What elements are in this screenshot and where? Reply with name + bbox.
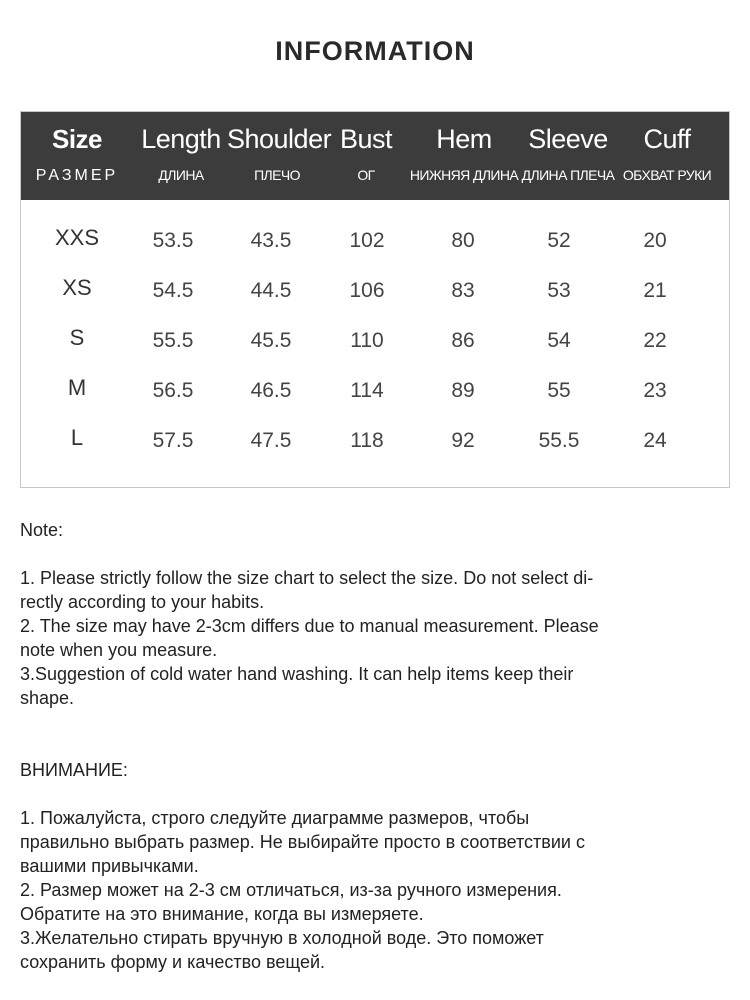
header-size-en: Size bbox=[51, 124, 103, 154]
table-row bbox=[21, 216, 729, 266]
cuff-cell: 24 bbox=[643, 429, 667, 452]
notes-section bbox=[20, 518, 725, 974]
size-cell: M bbox=[67, 375, 87, 400]
shoulder-cell: 44.5 bbox=[250, 279, 292, 302]
note-line-ru: 2. Размер может на 2-3 см отличаться, из-за ручного измерения. bbox=[20, 880, 562, 900]
length-cell: 53.5 bbox=[152, 229, 194, 252]
header-bust bbox=[323, 112, 409, 200]
size-cell: S bbox=[69, 325, 85, 350]
header-cuff-en: Cuff bbox=[643, 124, 691, 154]
shoulder-cell: 43.5 bbox=[250, 229, 292, 252]
header-bust-en: Bust bbox=[339, 124, 393, 154]
hem-cell: 89 bbox=[451, 379, 475, 402]
sleeve-cell: 55 bbox=[547, 379, 571, 402]
header-hem-en: Hem bbox=[436, 124, 492, 154]
cuff-cell: 23 bbox=[643, 379, 667, 402]
header-length-ru: ДЛИНА bbox=[158, 167, 204, 183]
size-cell: XS bbox=[62, 275, 92, 300]
sleeve-cell: 53 bbox=[547, 279, 571, 302]
shoulder-cell: 47.5 bbox=[250, 429, 292, 452]
length-cell: 56.5 bbox=[152, 379, 194, 402]
note-line-ru: сохранить форму и качество вещей. bbox=[20, 952, 326, 972]
cuff-cell: 21 bbox=[643, 279, 667, 302]
header-cuff-ru: ОБХВАТ РУКИ bbox=[622, 167, 712, 183]
sleeve-cell: 54 bbox=[547, 329, 571, 352]
bust-cell: 114 bbox=[350, 379, 384, 402]
size-cell: XXS bbox=[54, 225, 100, 250]
header-size bbox=[29, 112, 125, 200]
note-line: shape. bbox=[20, 688, 75, 708]
note-heading-en: Note: bbox=[20, 520, 64, 540]
note-line: 2. The size may have 2-3cm differs due to manual measurement. Please bbox=[20, 616, 599, 636]
shoulder-cell: 45.5 bbox=[250, 329, 292, 352]
header-shoulder-en: Shoulder bbox=[227, 124, 332, 154]
header-size-ru: РАЗМЕР bbox=[35, 167, 119, 184]
size-chart-table bbox=[20, 111, 730, 488]
header-shoulder bbox=[227, 112, 332, 200]
note-line-ru: 1. Пожалуйста, строго следуйте диаграмме размеров, чтобы bbox=[20, 808, 530, 828]
length-cell: 54.5 bbox=[152, 279, 194, 302]
note-line: note when you measure. bbox=[20, 640, 218, 660]
header-sleeve bbox=[519, 112, 617, 200]
header-cuff bbox=[619, 112, 715, 200]
hem-cell: 83 bbox=[451, 279, 475, 302]
note-line-ru: вашими привычками. bbox=[20, 856, 199, 876]
note-line-ru: Обратите на это внимание, когда вы измеряете. bbox=[20, 904, 424, 924]
sleeve-cell: 55.5 bbox=[538, 429, 580, 452]
header-sleeve-en: Sleeve bbox=[528, 124, 608, 154]
header-length-en: Length bbox=[141, 124, 221, 154]
note-line: rectly according to your habits. bbox=[20, 592, 265, 612]
note-heading-ru: ВНИМАНИЕ: bbox=[20, 760, 128, 780]
length-cell: 57.5 bbox=[152, 429, 194, 452]
hem-cell: 80 bbox=[451, 229, 475, 252]
header-bust-ru: ОГ bbox=[357, 167, 375, 183]
table-row bbox=[21, 416, 729, 466]
note-line: 1. Please strictly follow the size chart to select the size. Do not select di- bbox=[20, 568, 594, 588]
page-title: INFORMATION bbox=[275, 36, 475, 66]
hem-cell: 92 bbox=[451, 429, 475, 452]
table-row bbox=[21, 266, 729, 316]
sleeve-cell: 52 bbox=[547, 229, 571, 252]
size-cell: L bbox=[70, 425, 84, 450]
cuff-cell: 22 bbox=[643, 329, 667, 352]
header-shoulder-ru: ПЛЕЧО bbox=[254, 167, 300, 183]
table-row bbox=[21, 366, 729, 416]
note-line-ru: 3.Желательно стирать вручную в холодной воде. Это поможет bbox=[20, 928, 544, 948]
table-header bbox=[21, 112, 729, 200]
header-hem-ru: НИЖНЯЯ ДЛИНА bbox=[409, 167, 519, 183]
cuff-cell: 20 bbox=[643, 229, 667, 252]
note-line-ru: правильно выбрать размер. Не выбирайте просто в соответствии с bbox=[20, 832, 585, 852]
bust-cell: 106 bbox=[349, 279, 385, 302]
length-cell: 55.5 bbox=[152, 329, 194, 352]
note-line: 3.Suggestion of cold water hand washing. It can help items keep their bbox=[20, 664, 574, 684]
bust-cell: 102 bbox=[349, 229, 385, 252]
hem-cell: 86 bbox=[451, 329, 475, 352]
header-sleeve-ru: ДЛИНА ПЛЕЧА bbox=[521, 167, 615, 183]
header-hem bbox=[409, 112, 519, 200]
bust-cell: 118 bbox=[350, 429, 384, 452]
table-row bbox=[21, 316, 729, 366]
bust-cell: 110 bbox=[350, 329, 384, 352]
header-length bbox=[133, 112, 229, 200]
shoulder-cell: 46.5 bbox=[250, 379, 292, 402]
